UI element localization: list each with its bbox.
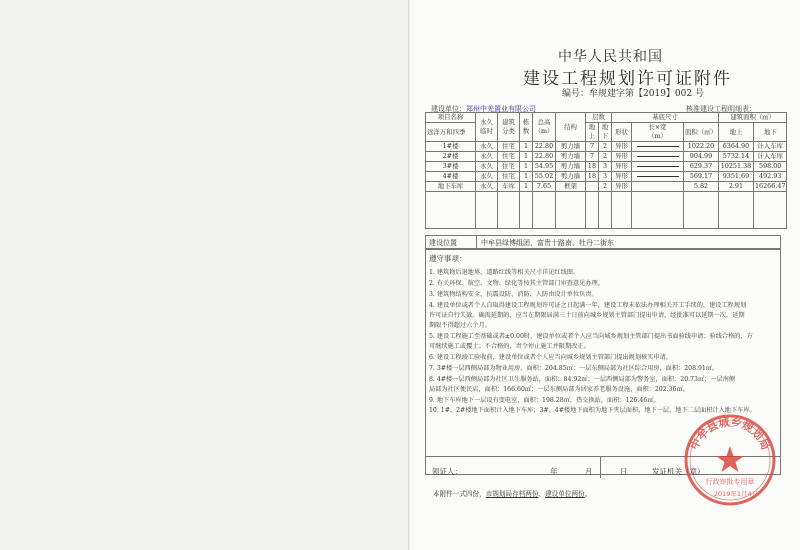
header-length-width: 长×宽 （m） bbox=[632, 123, 684, 142]
receive-date: 年 月 日 bbox=[550, 467, 638, 476]
detail-table-label: 核准建设工程明细表： bbox=[686, 105, 756, 113]
note-line: 2. 有关环保、航空、文物、绿化等按其主管部门审查意见办理。 bbox=[429, 280, 604, 287]
header-above: 地 上 bbox=[586, 123, 599, 142]
note-line: 7. 3#楼一层西侧局部为物业用房，面积：204.85㎡；一层东侧局部为社区综合用房，面积：208.91㎡。 bbox=[429, 365, 719, 372]
header-shape: 形状 bbox=[612, 123, 632, 142]
notes-title: 遵守事项： bbox=[429, 254, 467, 263]
location-label: 建设位置 bbox=[429, 239, 457, 247]
note-line: 可继续施工或覆土；不合格的，责令停止施工并限期改正。 bbox=[429, 343, 590, 350]
table-row: 2#楼 永久 住宅 1 22.80 剪力墙 7 2 异形 904.99 5732.14 计入车库 bbox=[426, 152, 787, 162]
header-structure: 结构 bbox=[556, 113, 586, 142]
header-below: 地 下 bbox=[599, 123, 612, 142]
signature-divider bbox=[600, 456, 601, 478]
header-category: 建筑 分类 bbox=[498, 113, 520, 142]
table-row-empty bbox=[426, 192, 787, 229]
header-height: 总高 （m） bbox=[533, 113, 556, 142]
number-label: 编号： bbox=[562, 89, 590, 99]
footer-note: 本附件一式四份，市规划局存档两份、建设单位两份。 bbox=[433, 490, 592, 498]
note-line: 9. 地下车库地下一层设有变电室，面积：198.28㎡，热交换站，面积：126.46㎡。 bbox=[429, 397, 660, 404]
official-seal-icon bbox=[680, 408, 780, 508]
table-row: 1#楼 永久 住宅 1 22.80 剪力墙 7 2 异形 1022.20 6364.90 计入车库 bbox=[426, 142, 787, 152]
header-base-area: 面积（㎡） bbox=[684, 123, 719, 142]
footer-copy-unit: 建设单位两份 bbox=[545, 490, 585, 498]
note-line: 1. 建筑物后退地界、道路红线等相关尺寸详见红线图。 bbox=[429, 269, 580, 276]
header-count: 栋 数 bbox=[520, 113, 533, 142]
table-row: 4#楼 永久 住宅 1 55.02 剪力墙 18 3 异形 569.17 9351.69 492.93 bbox=[426, 172, 787, 182]
header-ground: 地上 bbox=[718, 123, 753, 142]
number-value: 牟规建字第【2019】002 号 bbox=[589, 89, 704, 99]
page-fold bbox=[408, 0, 410, 550]
header-base-size: 基底尺寸 bbox=[612, 113, 719, 123]
footer-copy-archive: 市规划局存档两份 bbox=[485, 490, 539, 498]
seal-date: 2019年1月4日 bbox=[713, 490, 759, 498]
location-value: 中牟县绿博组团，富贵十路南、牡丹二街东 bbox=[481, 239, 614, 247]
unit-label: 建设单位： bbox=[431, 105, 466, 113]
header-item: 项目名称 bbox=[426, 113, 476, 123]
project-detail-table bbox=[425, 112, 787, 229]
note-line: 5. 建设工程施工至基础或者±0.00时，建设单位或者个人应当向城乡规划主管部门提出书面验线申请；验线合格的，方 bbox=[429, 333, 753, 340]
receiver-label: 领证人： bbox=[432, 467, 462, 476]
unit-value: 郑州中羌置业有限公司 bbox=[466, 105, 536, 113]
note-line: 8. 4#楼一层西侧局部为社区卫生服务站，面积：84.92㎡；一层西侧局部为警务室，面积：20.73㎡；一层南侧 bbox=[429, 376, 736, 383]
document-title: 建设工程规划许可证附件 bbox=[523, 69, 732, 89]
note-line: 10. 1#、2#楼地下面积计入地下车库；3#、4#楼地下面积为地下夹层面积，地下一层、地下二层面积计入地下车库。 bbox=[429, 407, 756, 414]
location-divider bbox=[476, 235, 477, 249]
note-line: 6. 建设工程竣工验收前，建设单位或者个人应当向城乡规划主管部门提出规划核实申请。 bbox=[429, 354, 672, 361]
project-name: 远洋万和四季 bbox=[426, 123, 476, 142]
header-build-area: 建筑面积（㎡） bbox=[718, 113, 787, 123]
header-perm: 永久 临时 bbox=[476, 113, 498, 142]
country-heading: 中华人民共和国 bbox=[558, 49, 663, 65]
document-number bbox=[562, 86, 704, 99]
seal-subtext: 行政审批专用章 bbox=[705, 478, 755, 486]
note-line: 4. 建设单位或者个人自取得建设工程规划许可证之日起满一年，建设工程未依法办理相关开工手续的，建设工程规划 bbox=[429, 302, 747, 309]
header-underground: 地下 bbox=[753, 123, 787, 142]
note-line: 3. 建筑物结构安全、抗震设防、消防、人防由设计单位负责。 bbox=[429, 291, 598, 298]
note-line: 期限不得超过六个月。 bbox=[429, 322, 491, 329]
table-row: 地下车库 永久 车库 1 7.65 框架 2 异形 5.82 2.91 16266.47 bbox=[426, 182, 787, 192]
note-line: 局部为社区便民店，面积：166.60㎡；一层东侧局部为居家养老服务设施，面积：202.36㎡。 bbox=[429, 386, 689, 393]
issuer-label: 发证机关（章） bbox=[652, 467, 705, 476]
seal-text: 中牟县城乡规划局 bbox=[687, 415, 773, 452]
note-line: 许可证自行失效。确需延期的，应当在期限届满三十日前向城乡规划主管部门提出申请，经批准可以延期一次，延期 bbox=[429, 312, 745, 319]
header-floors: 层数 bbox=[586, 113, 612, 123]
table-row: 3#楼 永久 住宅 1 54.95 剪力墙 18 3 异形 629.37 10251.38 598.00 bbox=[426, 162, 787, 172]
